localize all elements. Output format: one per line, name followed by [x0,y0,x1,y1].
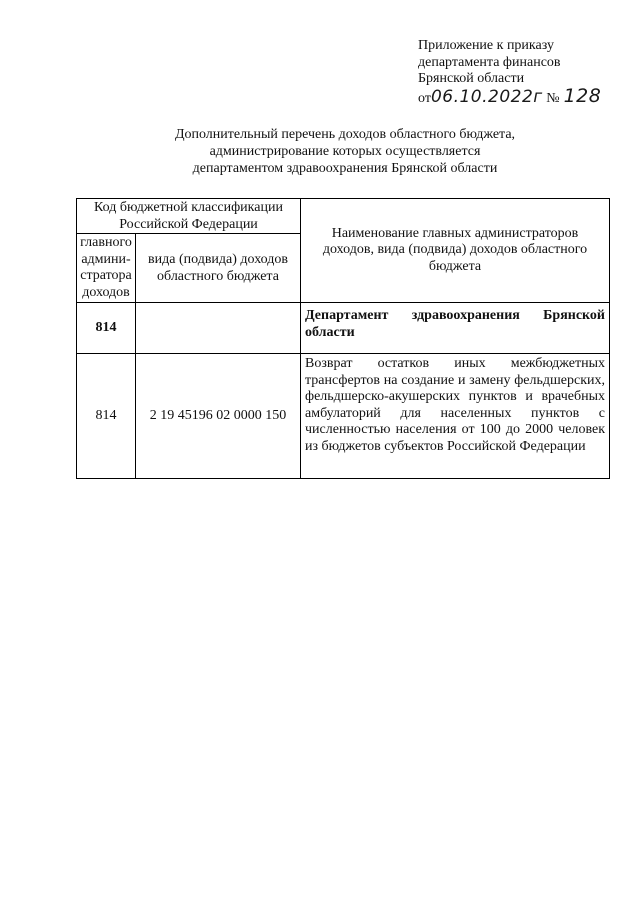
income-classification-table [76,198,610,479]
header-chief-administrator: главного админи-стратора доходов [77,234,136,303]
income-code-cell: 2 19 45196 02 0000 150 [136,354,301,479]
number-prefix: № [546,90,560,106]
table-row [77,354,610,479]
table-header-row-1 [77,199,610,234]
title-line-2: администрирование которых осуществляется [209,144,481,159]
appendix-line-3: Брянской области [418,71,525,86]
department-name-cell: Департамент здравоохранения Брянской области [301,303,610,354]
title-line-1: Дополнительный перечень доходов областного бюджета, [174,127,516,142]
date-prefix: от [418,90,431,106]
order-appendix-note [418,38,618,107]
income-code-cell [136,303,301,354]
header-income-type: вида (подвида) доходов областного бюджета [136,234,301,303]
header-administrator-name: Наименование главных администраторов доходов, вида (подвида) доходов областного бюджета [301,199,610,303]
header-budget-code-group: Код бюджетной классификации Российской Федерации [77,199,301,234]
admin-code-cell: 814 [77,354,136,479]
appendix-line-1: Приложение к приказу [418,38,554,53]
income-name-cell: Возврат остатков иных межбюджетных трансфертов на создание и замену фельдшерских, фельдшерско-акушерских пунктов и врачебных амбулаторий для населенных пунктов с численностью населения от 100 до 2000 человек из бюджетов субъектов Российской Федерации [301,354,610,479]
handwritten-date: 06.10.2022г [430,86,543,107]
table-row [77,303,610,354]
title-line-3: департаментом здравоохранения Брянской области [192,161,498,176]
handwritten-number: 128 [563,84,602,107]
appendix-line-2: департамента финансов [418,54,561,70]
document-title [80,126,610,177]
appendix-date-number [418,84,618,108]
admin-code-cell: 814 [77,303,136,354]
